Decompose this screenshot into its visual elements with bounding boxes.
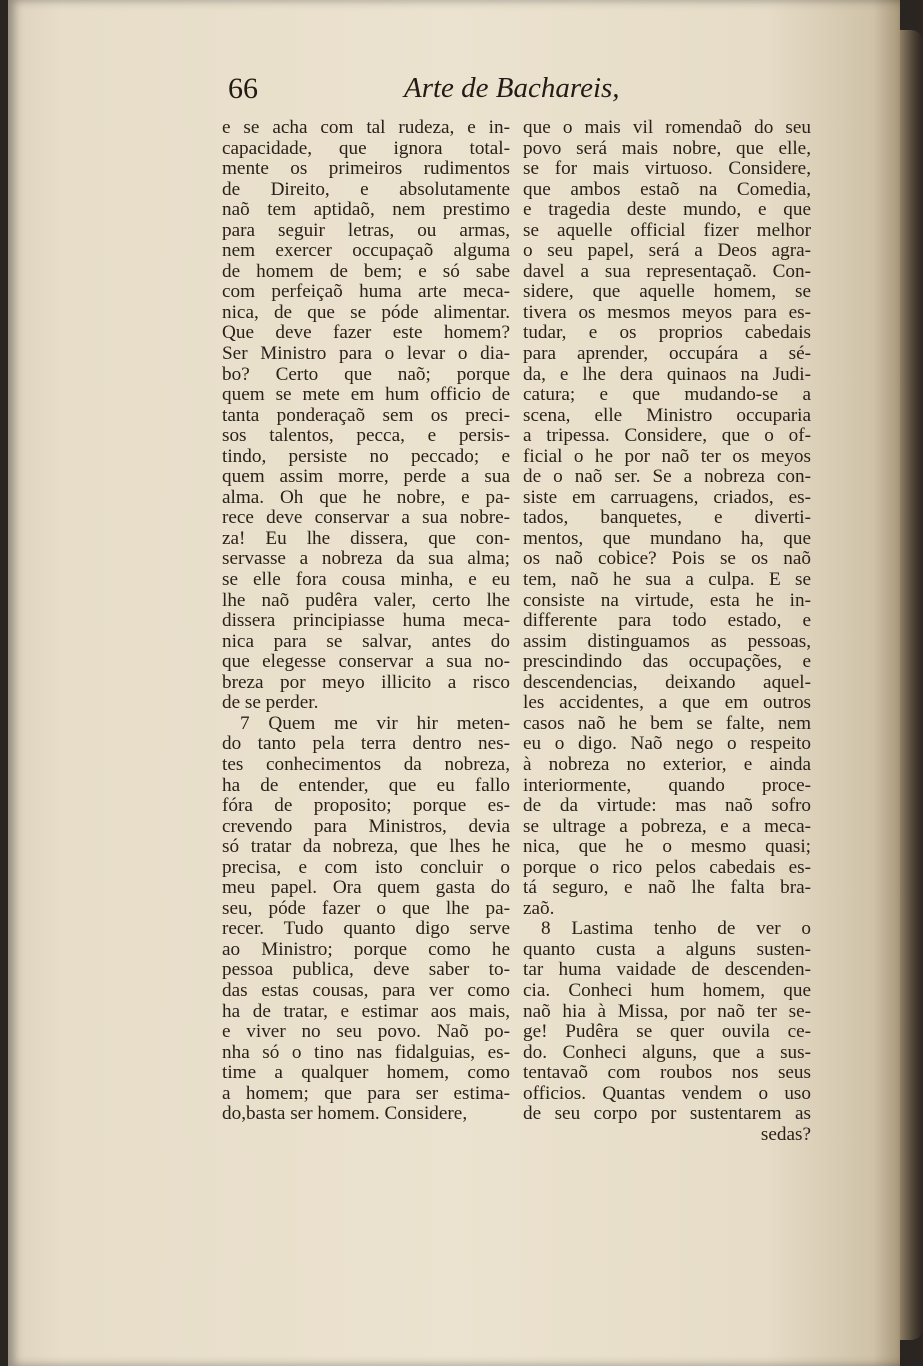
text-line: do tanto pela terra dentro nes-	[222, 733, 510, 755]
text-line: naõ tem aptidaõ, nem prestimo	[222, 199, 510, 221]
text-line: 8 Lastima tenho de ver o	[541, 918, 811, 940]
text-line: tentavaõ com roubos nos seus	[523, 1062, 811, 1084]
text-line: catura; e que mudando-se a	[523, 384, 811, 406]
text-line: se elle fora cousa minha, e eu	[222, 569, 510, 591]
text-line: ao Ministro; porque como he	[222, 938, 510, 960]
page-edge	[900, 30, 923, 1340]
text-line: se for mais virtuoso. Considere,	[523, 158, 811, 180]
text-line: davel a sua representaçaõ. Con-	[523, 260, 811, 282]
text-line: o seu papel, será a Deos agra-	[523, 240, 811, 262]
text-line: recer. Tudo quanto digo serve	[222, 918, 510, 940]
text-line: só tratar da nobreza, que lhes he	[222, 836, 510, 858]
text-line: prescindindo das occupações, e	[523, 651, 811, 673]
text-line: de da virtude: mas naõ sofro	[523, 795, 811, 817]
text-line: tes conhecimentos da nobreza,	[222, 753, 510, 775]
text-line: nha só o tino nas fidalguias, es-	[222, 1041, 510, 1063]
text-line: pessoa publica, deve saber to-	[222, 959, 510, 981]
text-line: de se perder.	[222, 692, 319, 714]
text-line: de seu corpo por sustentarem as	[523, 1103, 811, 1125]
text-line: com perfeiçaõ huma arte meca-	[222, 281, 510, 303]
text-line: nica para se salvar, antes do	[222, 630, 510, 652]
page-number: 66	[228, 72, 258, 105]
text-line: sos talentos, pecca, e persis-	[222, 425, 510, 447]
text-line: nica, que he o mesmo quasi;	[523, 836, 811, 858]
text-line: eu o digo. Naõ nego o respeito	[523, 733, 811, 755]
text-line: se aquelle official fizer melhor	[523, 219, 811, 241]
text-line: nem exercer occupaçaõ alguma	[222, 240, 510, 262]
text-line: consiste na virtude, esta he in-	[523, 589, 811, 611]
text-line: os naõ cobice? Pois se os naõ	[523, 548, 811, 570]
text-line: quem se mete em hum officio de	[222, 384, 510, 406]
text-line: e se acha com tal rudeza, e in-	[222, 117, 510, 138]
text-line: se ultrage a pobreza, e a meca-	[523, 815, 811, 837]
text-line: e viver no seu povo. Naõ po-	[222, 1021, 510, 1043]
text-line: seu, póde fazer o que lhe pa-	[222, 897, 510, 919]
text-line: para aprender, occupára a sé-	[523, 343, 811, 365]
text-line: 7 Quem me vir hir meten-	[240, 712, 510, 734]
text-line: bo? Certo que naõ; porque	[222, 363, 510, 385]
text-line: povo será mais nobre, que elle,	[523, 137, 811, 159]
text-line: à nobreza no exterior, e ainda	[523, 753, 811, 775]
text-line: tem, naõ he sua a culpa. E se	[523, 569, 811, 591]
text-line: interiormente, quando proce-	[523, 774, 811, 796]
text-line: do. Conheci alguns, que a sus-	[523, 1041, 811, 1063]
text-line: tivera os mesmos meyos para es-	[523, 301, 811, 323]
text-line: das estas cousas, para ver como	[222, 979, 510, 1001]
text-line: do,basta ser homem. Considere,	[222, 1103, 468, 1125]
text-line: ge! Pudêra se quer ouvila ce-	[523, 1021, 811, 1043]
text-line: quanto custa a alguns susten-	[523, 938, 811, 960]
text-line: time a qualquer homem, como	[222, 1062, 510, 1084]
text-line: siste em carruagens, criados, es-	[523, 486, 811, 508]
text-line: tanta ponderaçaõ sem os preci-	[222, 404, 510, 426]
text-line: mentos, que mundano ha, que	[523, 527, 811, 549]
text-line: cia. Conheci hum homem, que	[523, 979, 811, 1001]
text-line: tá seguro, e naõ lhe falta bra-	[523, 877, 811, 899]
text-line: za! Eu lhe dissera, que con-	[222, 527, 510, 549]
text-line: a homem; que para ser estima-	[222, 1082, 510, 1104]
text-line: alma. Oh que he nobre, e pa-	[222, 486, 510, 508]
text-line: capacidade, que ignora total-	[222, 137, 510, 159]
text-line: zaõ.	[523, 897, 555, 919]
text-line: casos naõ he bem se falte, nem	[523, 712, 811, 734]
right-text-column	[523, 118, 811, 1145]
text-line: nica, de que se póde alimentar.	[222, 301, 510, 323]
text-line: da, e lhe dera quinaos na Judi-	[523, 363, 811, 385]
text-line: breza por meyo illicito a risco	[222, 671, 510, 693]
text-line: Que deve fazer este homem?	[222, 322, 510, 344]
text-line: ha de entender, que eu fallo	[222, 774, 510, 796]
text-line: differente para todo estado, e	[523, 610, 811, 632]
page-header	[228, 70, 818, 114]
text-line: a tripessa. Considere, que o of-	[523, 425, 811, 447]
text-line: assim distinguamos as pessoas,	[523, 630, 811, 652]
text-line: de o naõ ser. Se a nobreza con-	[523, 466, 811, 488]
text-line: tar huma vaidade de descenden-	[523, 959, 811, 981]
text-line: naõ hia à Missa, por naõ ter se-	[523, 1000, 811, 1022]
text-line: meu papel. Ora quem gasta do	[222, 877, 510, 899]
text-line: crevendo para Ministros, devia	[222, 815, 510, 837]
text-line: tados, banquetes, e diverti-	[523, 507, 811, 529]
left-text-column	[222, 118, 510, 1125]
text-line: ha de tratar, e estimar aos mais,	[222, 1000, 510, 1022]
text-line: les accidentes, a que em outros	[523, 692, 811, 714]
text-line: ficial o he por naõ ter os meyos	[523, 445, 811, 467]
text-line: Ser Ministro para o levar o dia-	[222, 343, 510, 365]
text-line: de Direito, e absolutamente	[222, 178, 510, 200]
text-line: que elegesse conservar a sua no-	[222, 651, 510, 673]
running-head: Arte de Bachareis,	[404, 72, 620, 104]
text-line: que ambos estaõ na Comedia,	[523, 178, 811, 200]
text-line: scena, elle Ministro occuparia	[523, 404, 811, 426]
text-line: lhe naõ pudêra valer, certo lhe	[222, 589, 510, 611]
text-line: sedas?	[760, 1123, 811, 1145]
text-line: que o mais vil romendaõ do seu	[523, 117, 811, 138]
text-line: fóra de proposito; porque es-	[222, 795, 510, 817]
text-line: rece deve conservar a sua nobre-	[222, 507, 510, 529]
text-line: dissera principiasse huma meca-	[222, 610, 510, 632]
text-line: porque o rico pelos cabedais es-	[523, 856, 811, 878]
text-line: quem assim morre, perde a sua	[222, 466, 510, 488]
text-line: para seguir letras, ou armas,	[222, 219, 510, 241]
text-line: officios. Quantas vendem o uso	[523, 1082, 811, 1104]
text-line: precisa, e com isto concluir o	[222, 856, 510, 878]
text-line: tindo, persiste no peccado; e	[222, 445, 510, 467]
text-line: e tragedia deste mundo, e que	[523, 199, 811, 221]
text-line: sidere, que aquelle homem, se	[523, 281, 811, 303]
text-line: descendencias, deixando aquel-	[523, 671, 811, 693]
text-line: servasse a nobreza da sua alma;	[222, 548, 510, 570]
text-line: de homem de bem; e só sabe	[222, 260, 510, 282]
text-line: tudar, e os proprios cabedais	[523, 322, 811, 344]
text-line: mente os primeiros rudimentos	[222, 158, 510, 180]
